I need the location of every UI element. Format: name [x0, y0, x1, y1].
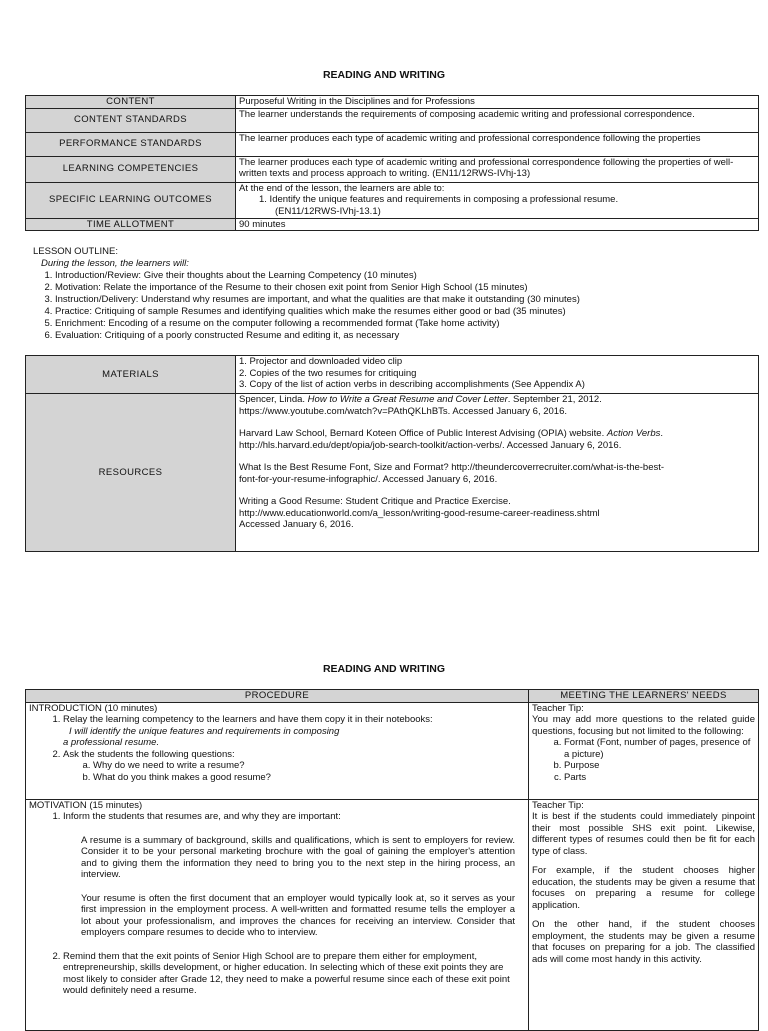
tip-item: a. Format (Font, number of pages, presence of a picture): [564, 737, 755, 760]
competency-quote: a professional resume.: [63, 737, 160, 748]
resource-link: font-for-your-resume-infographic/. Accessed January 6, 2016.: [239, 473, 498, 485]
learners-needs-header: MEETING THE LEARNERS' NEEDS: [529, 690, 759, 703]
outline-item: 2. Motivation: Relate the importance of the Resume to their chosen exit point from Senior High School (15 minutes): [55, 282, 733, 294]
resource-link: http://www.educationworld.com/a_lesson/writing-good-resume-career-readiness.shtml: [239, 507, 600, 519]
content-value: Purposeful Writing in the Disciplines and for Professions: [236, 96, 759, 109]
material-item: 3. Copy of the list of action verbs in describing accomplishments (See Appendix A): [239, 379, 585, 390]
resource-entry: Spencer, Linda. How to Write a Great Resume and Cover Letter. September 21, 2012.: [239, 394, 602, 405]
content-standards-label: CONTENT STANDARDS: [26, 108, 236, 132]
learning-competencies-label: LEARNING COMPETENCIES: [26, 156, 236, 182]
outline-subheading: During the lesson, the learners will:: [41, 258, 189, 269]
tip-text: You may add more questions to the related guide questions, focusing but not limited to the following:: [532, 714, 755, 737]
guide-question: a. Why do we need to write a resume?: [93, 760, 525, 772]
resources-list: [236, 394, 759, 552]
tip-heading: Teacher Tip:: [532, 799, 584, 811]
page-title-2: READING AND WRITING: [322, 663, 446, 675]
motivation-heading: MOTIVATION (15 minutes): [29, 799, 143, 811]
performance-standards-label: PERFORMANCE STANDARDS: [26, 132, 236, 156]
specific-outcomes-value: [236, 182, 759, 218]
tip-text: It is best if the students could immediately pinpoint their most possible SHS exit point. Likewise, different types of resumes could then be fit for each type of class.: [532, 811, 755, 857]
motivation-cell: [26, 799, 529, 1030]
guide-question: b. What do you think makes a good resume?: [93, 772, 525, 784]
intro-teacher-tip: [529, 702, 759, 799]
performance-standards-value: The learner produces each type of academic writing and professional correspondence following the properties: [236, 132, 759, 156]
materials-list: [236, 356, 759, 394]
content-standards-value: The learner understands the requirements of composing academic writing and professional correspondence.: [236, 108, 759, 132]
introduction-heading: INTRODUCTION (10 minutes): [29, 702, 158, 714]
page-title: READING AND WRITING: [322, 69, 446, 81]
resources-label: RESOURCES: [26, 394, 236, 552]
resource-entry: Harvard Law School, Bernard Koteen Office of Public Interest Advising (OPIA) website. Action Verbs.: [239, 428, 664, 439]
outline-item: 1. Introduction/Review: Give their thoughts about the Learning Competency (10 minutes): [55, 270, 733, 282]
intro-step: Relay the learning competency to the learners and have them copy it in their notebooks:: [63, 714, 433, 725]
outcome-item: 1. Identify the unique features and requirements in composing a professional resume.: [259, 194, 619, 205]
outline-item: 5. Enrichment: Encoding of a resume on the computer following a recommended format (Take home activity): [55, 318, 733, 330]
resource-accessed: Accessed January 6, 2016.: [239, 519, 354, 530]
tip-text: On the other hand, if the student chooses employment, the students may be given a resume that focuses on preparing for a job. The classified ads will come most handy in this activity.: [532, 919, 755, 965]
intro-step: Ask the students the following questions:: [63, 748, 235, 760]
tip-heading: Teacher Tip:: [532, 702, 584, 714]
outline-item: 6. Evaluation: Critiquing of a poorly constructed Resume and editing it, as necessary: [55, 330, 733, 342]
introduction-cell: [26, 702, 529, 799]
tip-item: b. Purpose: [564, 760, 755, 772]
learning-competencies-value: The learner produces each type of academic writing and professional correspondence following the properties of well-written texts and process approach to writing. (EN11/12RWS-IVhj-13): [236, 156, 759, 182]
motivation-step: 2. Remind them that the exit points of Senior High School are to prepare them either for employment, entrepreneurship, skills development, or higher education. In selecting which of these exit points they are most likely to consider after Grade 12, they need to make a powerful resume since each of these exit point would definitely need a resume.: [63, 951, 525, 997]
motivation-teacher-tip: [529, 799, 759, 1030]
procedure-header: PROCEDURE: [26, 690, 529, 703]
materials-label: MATERIALS: [26, 356, 236, 394]
resource-entry: Writing a Good Resume: Student Critique and Practice Exercise.: [239, 496, 511, 507]
resource-link: http://hls.harvard.edu/dept/opia/job-search-toolkit/action-verbs/. Accessed January 6, 2016.: [239, 439, 622, 451]
outcome-code: (EN11/12RWS-IVhj-13.1): [275, 205, 381, 217]
outline-item: 3. Instruction/Delivery: Understand why resumes are important, and what the qualities are that make it outstanding (30 minutes): [55, 294, 733, 306]
material-item: 2. Copies of the two resumes for critiquing: [239, 367, 417, 379]
resume-definition: A resume is a summary of background, skills and qualifications, which is sent to employers for review. Consider it to be your personal marketing brochure with the goal of gaining the employer's attention and to giving them the information they need to bring you to the next step in the hiring process, an interview.: [81, 834, 515, 880]
tip-text: For example, if the student chooses higher education, the students may be given a resume that focuses on preparing a resume for college application.: [532, 865, 755, 911]
materials-resources-table: [25, 355, 759, 552]
outline-item: 4. Practice: Critiquing of sample Resumes and identifying qualities which make the resumes either good or bad (35 minutes): [55, 306, 733, 318]
time-allotment-label: TIME ALLOTMENT: [26, 218, 236, 231]
procedure-table: [25, 689, 759, 1031]
material-item: 1. Projector and downloaded video clip: [239, 356, 403, 367]
outcomes-intro: At the end of the lesson, the learners are able to:: [239, 182, 445, 194]
resource-entry: What Is the Best Resume Font, Size and Format? http://theundercoverrecruiter.com/what-is-the-best-: [239, 462, 665, 473]
content-label: CONTENT: [26, 96, 236, 109]
motivation-step: 1. Inform the students that resumes are, and why they are important:: [63, 811, 525, 823]
competency-quote: I will identify the unique features and requirements in composing: [69, 725, 340, 737]
resource-link: https://www.youtube.com/watch?v=PAthQKLhBTs. Accessed January 6, 2016.: [239, 405, 568, 417]
lesson-info-table: [25, 95, 759, 231]
tip-item: c. Parts: [564, 772, 755, 784]
time-allotment-value: 90 minutes: [236, 218, 759, 231]
specific-outcomes-label: SPECIFIC LEARNING OUTCOMES: [26, 182, 236, 218]
lesson-outline: [33, 246, 733, 342]
outline-heading: LESSON OUTLINE:: [33, 246, 118, 257]
resume-importance: Your resume is often the first document that an employer would typically look at, so it serves as your first impression in the employment process. A well-written and formatted resume tells the employer a lot about your professionalism, and improves the chances for receiving an interview. Consider that employers compare resumes to decide who to interview.: [81, 892, 515, 938]
